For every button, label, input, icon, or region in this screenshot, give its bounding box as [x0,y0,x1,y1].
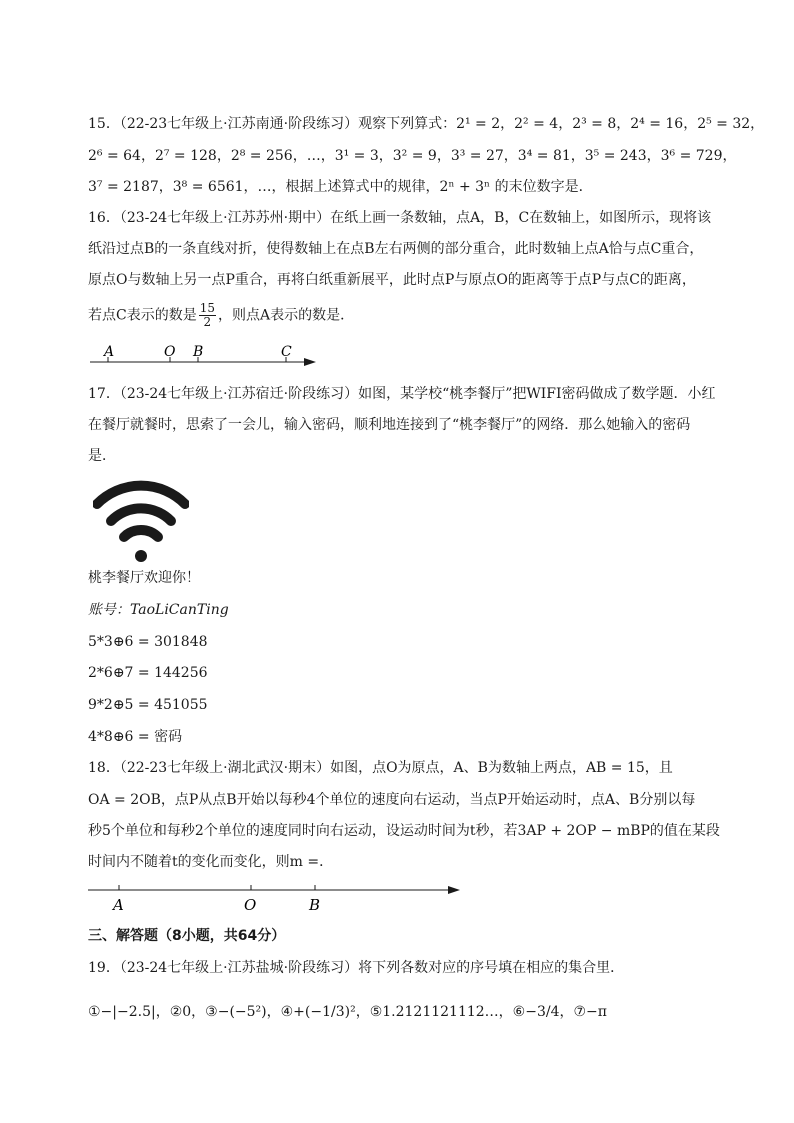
axis-label-O: O [164,344,176,360]
q17-line-3: 是． [88,448,116,464]
q16-line-2: 纸沿过点B的一条直线对折，使得数轴上在点B左右两侧的部分重合，此时数轴上点A恰与点C重合， [88,241,704,257]
axis-label-A: A [113,896,124,914]
wifi-equation-2: 2*6⊕7 = 144256 [88,665,208,681]
section-heading: 三、解答题（8小题，共64分） [88,928,286,944]
axis-label-C: C [281,344,292,360]
fraction-15-over-2: $\frac{15}{2}$ [199,301,215,329]
wifi-icon [93,476,189,564]
wifi-equation-4: 4*8⊕6 = 密码 [88,729,183,745]
q18-line-4: 时间内不随着t的变化而变化，则m =． [88,854,334,870]
q18-line-1: 18．（22-23七年级上·湖北武汉·期末）如图，点O为原点，A、B为数轴上两点，AB = 15，且 [88,760,673,776]
q19-line-2: ①−|−2.5|，②0，③−(−5²)，④+(−1/3)²，⑤1.2121121112…，⑥−3/4，⑦−π [88,1004,607,1020]
q16-number-line [88,340,328,370]
q15-line-1: 15．（22-23七年级上·江苏南通·阶段练习）观察下列算式：2¹ = 2，2² = 4，2³ = 8，2⁴ = 16，2⁵ = 32， [88,116,765,132]
wifi-welcome-text: 桃李餐厅欢迎你！ [88,570,200,586]
axis-label-O: O [244,896,257,914]
q18-line-3: 秒5个单位和每秒2个单位的速度同时向右运动，设运动时间为t秒，若3AP + 2OP − mBP的值在某段 [88,823,720,839]
q19-line-1: 19．（23-24七年级上·江苏盐城·阶段练习）将下列各数对应的序号填在相应的集合里． [88,960,625,976]
q17-line-2: 在餐厅就餐时，思索了一会儿，输入密码，顺利地连接到了“桃李餐厅”的网络．那么她输入的密码 [88,417,691,433]
wifi-account-text: 账号：TaoLiCanTing [88,602,229,618]
q18-number-line [88,878,478,914]
q16-line-3: 原点O与数轴上另一点P重合，再将白纸重新展平，此时点P与原点O的距离等于点P与点C的距离， [88,272,696,288]
axis-label-A: A [104,344,115,360]
q16-line-4: 若点C表示的数是 $\frac{15}{2}$ ，则点A表示的数是． [88,301,355,329]
q17-line-1: 17．（23-24七年级上·江苏宿迁·阶段练习）如图，某学校“桃李餐厅”把WIFI密码做成了数学题．小红 [88,386,716,402]
q16-line-1: 16．（23-24七年级上·江苏苏州·期中）在纸上画一条数轴，点A，B，C在数轴上，如图所示，现将该 [88,210,712,226]
q15-line-3: 3⁷ = 2187，3⁸ = 6561，…，根据上述算式中的规律，2ⁿ + 3ⁿ 的末位数字是． [88,179,593,195]
wifi-equation-1: 5*3⊕6 = 301848 [88,634,208,650]
axis-label-B: B [309,896,321,914]
wifi-equation-3: 9*2⊕5 = 451055 [88,697,208,713]
q18-line-2: OA = 2OB，点P从点B开始以每秒4个单位的速度向右运动，当点P开始运动时，点A、B分别以每 [88,792,696,808]
q15-line-2: 2⁶ = 64，2⁷ = 128，2⁸ = 256，…，3¹ = 3，3² = 9，3³ = 27，3⁴ = 81，3⁵ = 243，3⁶ = 729， [88,148,737,164]
axis-label-B: B [193,344,204,360]
